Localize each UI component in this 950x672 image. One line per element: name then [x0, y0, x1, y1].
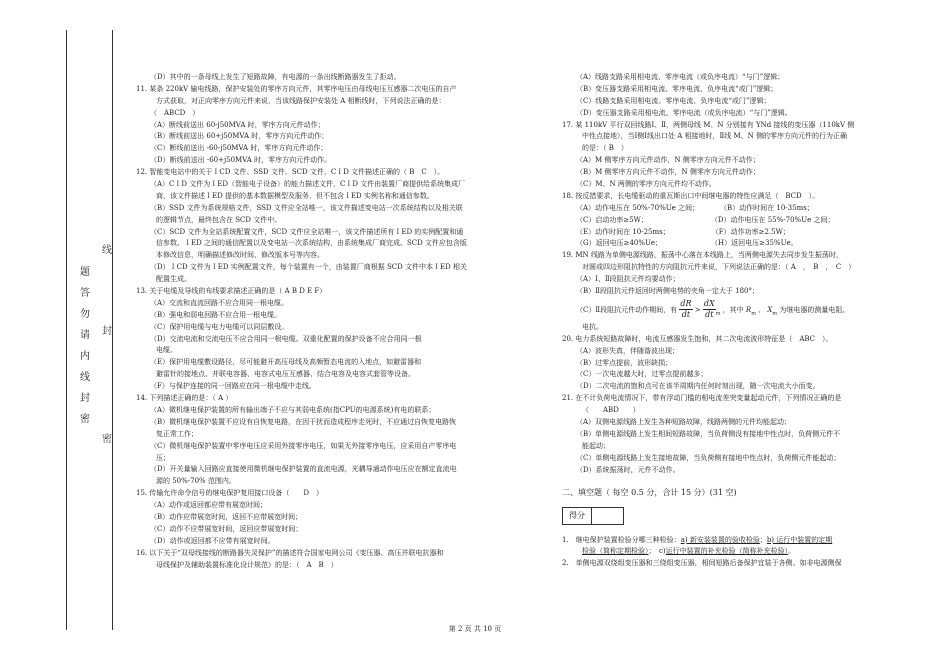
left-column-line: 方式获取，对正向零序方向元件来说，当该线路保护安装处 A 相断线时，下列说法正确的是：: [156, 96, 446, 105]
score-label: 得分: [563, 508, 592, 524]
left-column-line: （A）断线前送出 60-j50MVA 时，零序方向元件动作；: [150, 120, 325, 129]
left-column-line: 配置生成。: [156, 275, 191, 284]
left-column-line: 商，该文件描述ＩED 提供的基本数据模型及服务，但不包含ＩED 实例名称和通信参数。: [156, 191, 434, 200]
right-column-line: （A）动作电压在 50%-70%Ue 之间； （B）动作时间在 10-35ms；: [576, 203, 814, 212]
left-column-line: 13. 关于电缆及导线的布线要求描述正确的是（ A B D E F）: [136, 287, 327, 296]
right-column-line: 18. 按反措要求，长电缆驱动的重瓦斯出口中间继电器的特性应满足（ BCD ）。: [562, 191, 820, 200]
section-title-fill-blank: 二、填空题（ 每空 0.5 分，合计 15 分）(31 空): [562, 487, 737, 497]
page-footer: 第 2 页 共 10 页: [448, 625, 502, 633]
right-column-line: （C）M、N 两侧的零序方向元件均不动作。: [576, 180, 716, 189]
left-column-line: 16. 以下关于“双母线接线的断路器失灵保护”的描述符合国家电网公司《变压器、高压并联电抗器和: [136, 548, 444, 557]
right-column-line: （B）Ⅱ段阻抗元件返回时两侧电势的夹角一定大于 180°；: [576, 287, 759, 296]
left-column-line: （D）断线前送出 -60+j50MVA 时，零序方向元件动作。: [150, 156, 332, 165]
left-column-line: （B）微机继电保护装置不应设有自恢复电路，在因干扰而造成程序走死时，不应通过自恢复电路恢: [150, 417, 457, 426]
right-column-line: （C）启动功率≥5W； （D）动作电压在 55%-70%Ue 之间；: [576, 215, 835, 224]
left-column-line: （C）断线前送出 -60-j50MVA 时，零序方向元件动作；: [150, 144, 328, 153]
right-column-line: （A）Ⅰ、Ⅱ段阻抗元件均要动作；: [576, 275, 680, 284]
left-column-line: （A）微机继电保护装置的所有输出端子不应与其弱电系统(指CPU的电源系统)有电的联系；: [150, 405, 436, 414]
right-column-line: （B）变压器支路采用相电流、零序电流、负序电流“或门”逻辑；: [576, 84, 778, 93]
left-column-line: （C）保护用电缆与电力电缆可以同层敷设。: [150, 322, 289, 331]
binding-warning-char: 请: [80, 330, 90, 341]
right-column-line: （G）返回电压≥40%Ue； （H）返回电压≥35%Ue。: [576, 239, 798, 248]
left-column-line: 源的 50%-70% 范围内。: [156, 477, 236, 486]
left-column-line: 15. 传输允许命令信号的继电保护复用接口设备（ D ）: [136, 489, 323, 498]
right-column-line: 的是：（ B ）: [582, 144, 628, 153]
left-column-line: （B）强电和弱电回路不应合用一根电缆。: [150, 310, 282, 319]
binding-warning-char: 答: [80, 288, 90, 299]
left-column-line: （D）其中的一条母线上发生了短路故障，有电源的一条出线断路器发生了拒动。: [150, 73, 401, 81]
left-column-line: （F）与保护连接的同一回路应在同一根电缆中走线。: [150, 382, 316, 391]
right-column-line: （A）线路支路采用相电流、零序电流（或负序电流）“与门”逻辑；: [576, 73, 785, 81]
right-column-line: （C）一次电流越大时，过零点提前越多；: [576, 370, 708, 379]
right-column-line: 对圆或四边形阻抗特性的方向阻抗元件来说，下列说法正确的是：（ A ， B ， C ）: [582, 263, 856, 272]
binding-warning-char: 封: [80, 393, 90, 404]
left-column-line: 压；: [156, 453, 170, 462]
binding-line-outer: [66, 30, 67, 630]
left-column-line: 的逻辑节点，最终包含在 SCD 文件中。: [156, 215, 282, 224]
left-column-line: 14. 下列描述正确的是：（ A ）: [136, 394, 233, 403]
left-column-line: （B）SSD 文件为系统规格文件，SSD 文件应全站唯一，该文件描述变电站一次系统结构以及相关联: [150, 203, 463, 212]
left-column-line: （C）SCD 文件为全站系统配置文件，SCD 文件应全站唯一，该文件描述所有ＩED 的实例配置和通: [150, 227, 464, 236]
left-column-line: （E）保护用电缆敷设路径，尽可能避开高压母线及高频暂态电流的入地点，如避雷器和: [150, 358, 422, 367]
left-column-line: 母线保护及辅助装置标准化设计规范》的是：（ A B ）: [156, 560, 338, 569]
right-column-line: （A）波形失真，伴随谐波出现；: [576, 346, 680, 355]
right-column-line: （B）过零点提前，波形缺损；: [576, 358, 673, 367]
left-column-line: （B）断线前送出 60+j50MVA 时，零序方向元件动作；: [150, 132, 329, 141]
right-column-line: 中性点接地），当Ⅰ侧Ⅰ线出口处 A 相接地时，Ⅱ线 M、N 侧的零序方向元件的行为正确: [582, 132, 848, 141]
fill-question-1: 1. 继电保护装置检验分哪三种检验：a) 新安装装置的验收检验；b) 运行中装置的定期: [562, 535, 833, 544]
right-column-line: （E）动作时间在 10-25ms； （F）动作功率≥2.5W；: [576, 227, 790, 236]
binding-warning-char: 内: [80, 351, 90, 362]
left-column-line: 12. 智能变电站中的关于ＩCD 文件、SSD 文件、SCD 文件、CＩD 文件描述正确的（ B C ）。: [136, 168, 445, 177]
right-column-line: （A）双侧电源线路上发生各种短路故障，线路两侧的元件均能起动；: [576, 418, 792, 427]
binding-warning-char: 线: [80, 372, 90, 383]
left-column-line: 信参数、ＩED 之间的通信配置以及变电站一次系统结构，由系统集成厂商完成。SCD 文件应包含版: [156, 239, 467, 248]
left-column-line: 电缆。: [156, 346, 177, 355]
binding-warning-char: 题: [80, 267, 90, 278]
right-column-line: （B）M 侧零序方向元件不动作，N 侧零序方向元件动作；: [576, 168, 760, 177]
left-column-line: （B）动作应带展宽时间，返回不应带展宽时间；: [150, 512, 303, 521]
right-column-choices-2: [562, 322, 937, 477]
binding-warning-char: 密: [80, 414, 90, 425]
left-column-line: 11. 某条 220kV 输电线路，保护安装处的零序方向元件，其零序电压由母线电压互感器二次电压的自产: [136, 84, 457, 93]
left-column-line: 本修改信息，明确描述修改时间、修改版本号等内容。: [156, 251, 324, 260]
right-column-line: 能起动；: [582, 441, 610, 450]
left-column-line: （A）交流和直流回路不应合用同一根电缆。: [150, 298, 289, 307]
right-column-line: 20. 电力系统短路故障时，电流互感器发生饱和，其二次电流波形特征是（ ABC ）。: [562, 334, 833, 343]
left-column-line: 避雷针的接地点、并联电容器、电容式电压互感器、结合电容及电容式套管等设备。: [156, 370, 415, 379]
right-column-line: 电抗。: [582, 322, 603, 331]
seal-char-line: 线: [102, 245, 112, 256]
right-column-line: 17. 某 110kV 平行双回线路Ⅰ、Ⅱ，两侧母线 M、N 分别接有 YNd 接线的变压器（110kV 侧: [562, 120, 855, 129]
right-column-choices: [562, 72, 937, 298]
right-column-line: （D）系统振荡时，元件不动作。: [576, 465, 680, 474]
fill-question-1-cont: 检验（简称定期检验）； c)运行中装置的补充检验（简称补充检验）。: [582, 547, 796, 556]
right-column-line: （B）单侧电源线路上发生相间短路故障，当负荷侧没有接地中性点时，负荷侧元件不: [576, 429, 841, 438]
score-field[interactable]: [592, 508, 623, 524]
left-column-line: （C）动作不应带展宽时间，返回应带展宽时间；: [150, 524, 303, 533]
right-column-line: （C）线路支路采用相电流、零序电流、负序电流“或门”逻辑；: [576, 96, 771, 105]
left-column-line: （A）动作或返回都应带有展宽时间；: [150, 501, 268, 510]
left-column-line: （A）CＩD 文件为ＩED（智能电子设备）的能力描述文件，CＩD 文件由装置厂商提供给系统集成厂: [150, 180, 466, 189]
binding-warning-char: 勿: [80, 309, 90, 320]
question-19-option-c: （C）Ⅱ段阻抗元件动作期间，有 $\frac{dR}{dt}$ > $\frac{dX}{dt}$ $_m$ ，其中 $R_m$ 、 $X_m$ 为继电器的测量电阻、: [576, 299, 850, 320]
right-column-line: （D）二次电流的饱和点可在该半周期内任何时刻出现，随一次电流大小而变。: [576, 382, 820, 391]
right-column-line: （D）变压器支路采用相电流、零序电流（或负序电流）“与门”逻辑。: [576, 108, 792, 117]
left-column-line: 复正常工作；: [156, 429, 198, 438]
left-column-line: （D）开关量输入回路应直接使用微机继电保护装置的直流电源，光耦导通动作电压应在额定直流电: [150, 465, 457, 474]
right-column-line: （ ABD ）: [582, 406, 640, 415]
seal-char-secret: 密: [102, 434, 112, 445]
left-column-line: （D）交流电流和交流电压不应合用同一根电缆。双重化配置的保护设备不应合用同一根: [150, 334, 422, 343]
right-column-line: （A）M 侧零序方向元件动作，N 侧零序方向元件不动作；: [576, 156, 760, 165]
left-column-line: （C）微机继电保护装置中零序电压应采用外接零序电压，如果无外接零序电压，应采用自产零序电: [150, 441, 457, 450]
dx-dt-fraction: $\frac{dX}{dt}$: [703, 299, 715, 320]
fill-question-2: 2. 单侧电源双绕组变压器和三绕组变压器，相间短路后备保护宜装于各侧。如非电源侧保: [562, 559, 842, 568]
left-column-line: （D）ＩCD 文件为ＩED 实例配置文件，每个装置有一个，由装置厂商根据 SCD 文件中本ＩED 相关: [150, 263, 467, 272]
score-box: [562, 507, 624, 525]
binding-warning-text: [79, 262, 91, 430]
right-column-line: （C）单侧电源线路上发生接地故障，当负荷侧有接地中性点时，负荷侧元件能起动；: [576, 453, 841, 462]
right-column-line: 21. 在不计负荷电流情况下，带有浮动门槛的相电流差突变量起动元件，下列情况正确的是: [562, 394, 842, 403]
dr-dt-fraction: $\frac{dR}{dt}$: [680, 299, 692, 320]
left-column-line: （D）动作或返回都不应带有展宽时间。: [150, 536, 275, 545]
binding-line-inner: [112, 30, 113, 630]
right-column: [562, 72, 937, 570]
seal-char-seal: 封: [102, 326, 112, 337]
right-column-line: 19. MN 线路为单侧电源线路，振荡中心落在本线路上，当两侧电源失去同步发生振荡时，: [562, 251, 843, 260]
left-column-line: （ ABCD ）: [150, 108, 200, 117]
left-column: [136, 72, 536, 571]
